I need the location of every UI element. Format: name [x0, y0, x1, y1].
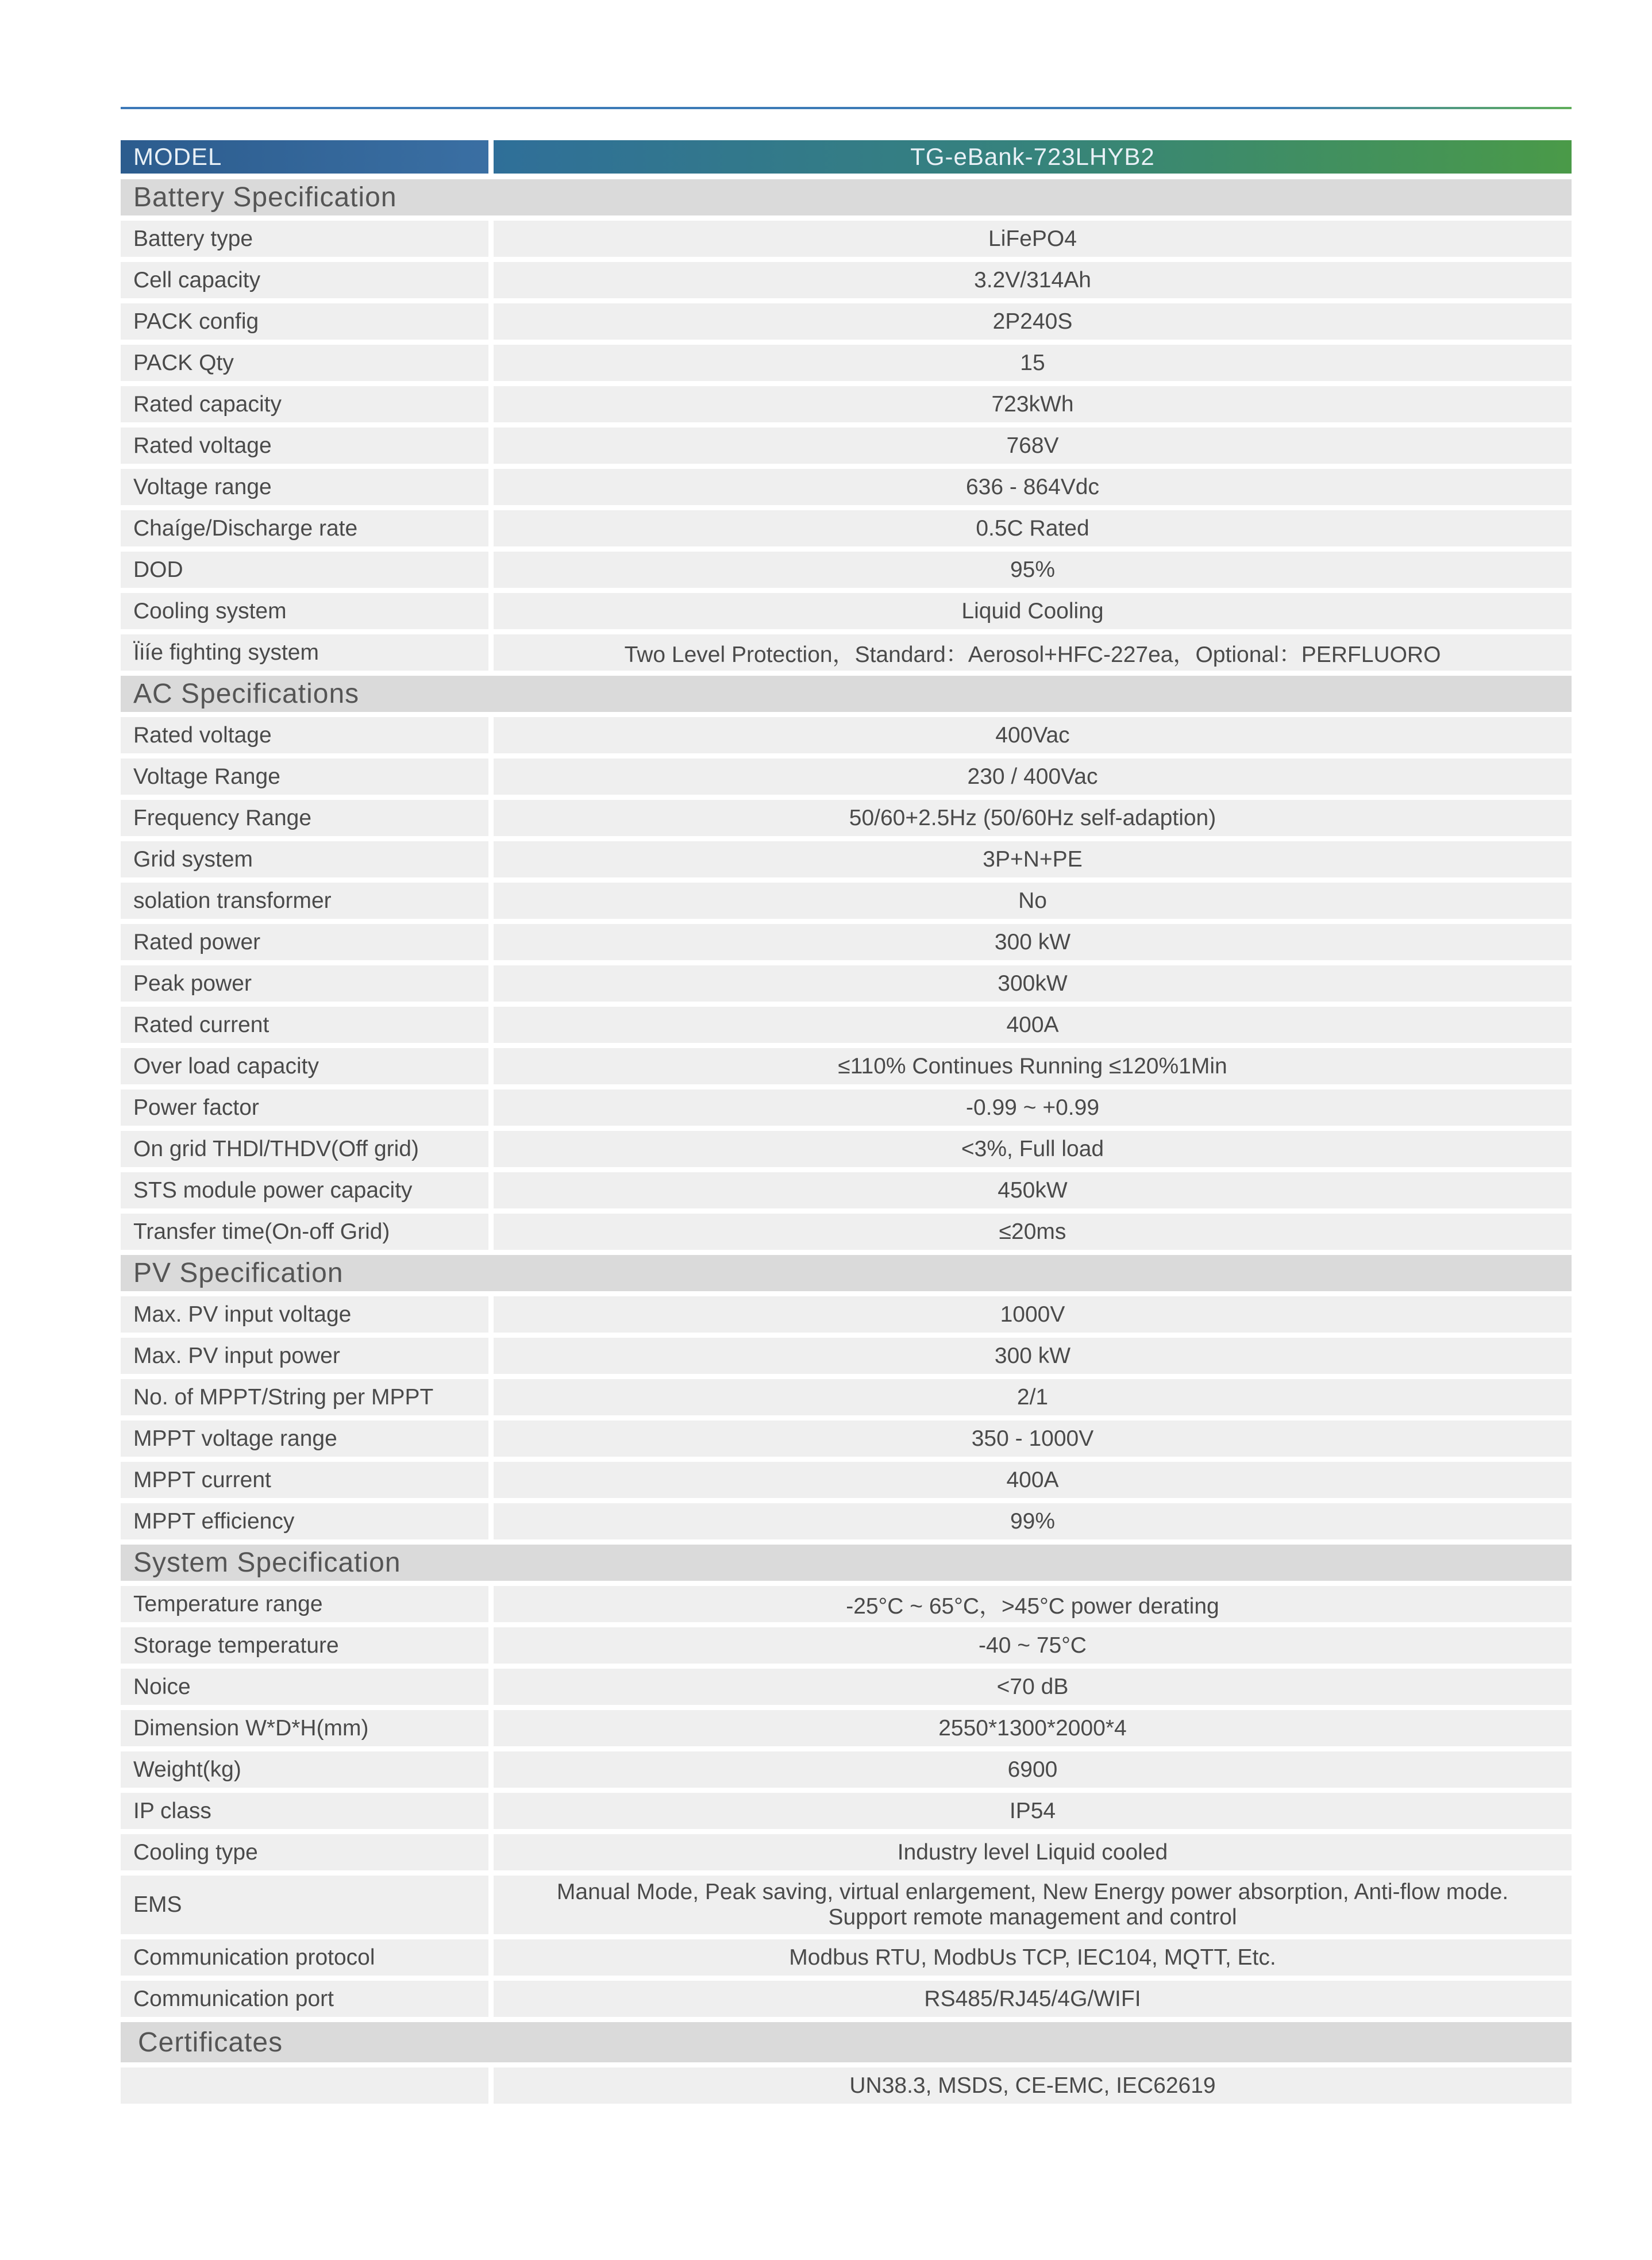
spec-label: Rated capacity [121, 386, 488, 422]
spec-value: 2/1 [494, 1379, 1572, 1415]
spec-label [121, 2068, 488, 2104]
spec-value: 2P240S [494, 303, 1572, 340]
model-label: MODEL [121, 140, 488, 174]
spec-row [121, 1627, 1572, 1664]
spec-label: Power factor [121, 1089, 488, 1126]
spec-value: UN38.3, MSDS, CE-EMC, IEC62619 [494, 2068, 1572, 2104]
spec-row [121, 221, 1572, 257]
spec-label: EMS [121, 1876, 488, 1934]
spec-label: Transfer time(On-off Grid) [121, 1214, 488, 1250]
spec-value: 768V [494, 428, 1572, 464]
spec-row [121, 1834, 1572, 1870]
spec-label: Peak power [121, 965, 488, 1002]
spec-value: 99% [494, 1503, 1572, 1539]
model-header [121, 140, 1572, 174]
spec-label: Rated power [121, 924, 488, 960]
spec-value: LiFePO4 [494, 221, 1572, 257]
spec-value: -0.99 ~ +0.99 [494, 1089, 1572, 1126]
spec-sheet [121, 140, 1572, 2109]
spec-row [121, 1462, 1572, 1498]
spec-value: No [494, 883, 1572, 919]
section-title-certificates: Certificates [121, 2022, 1572, 2062]
spec-label: Communication protocol [121, 1939, 488, 1976]
ems-line-2: Support remote management and control [828, 1905, 1237, 1930]
system-rows-after [121, 1939, 1572, 2017]
spec-label: Communication port [121, 1981, 488, 2017]
spec-value: 15 [494, 345, 1572, 381]
spec-row [121, 1710, 1572, 1746]
spec-label: DOD [121, 552, 488, 588]
spec-row [121, 965, 1572, 1002]
spec-label: No. of MPPT/String per MPPT [121, 1379, 488, 1415]
spec-value: 450kW [494, 1172, 1572, 1208]
spec-row [121, 1338, 1572, 1374]
spec-value: 300 kW [494, 1338, 1572, 1374]
spec-value: ≤110% Continues Running ≤120%1Min [494, 1048, 1572, 1084]
spec-row [121, 303, 1572, 340]
spec-row [121, 469, 1572, 505]
spec-row [121, 1793, 1572, 1829]
spec-label: Dimension W*D*H(mm) [121, 1710, 488, 1746]
pv-rows [121, 1296, 1572, 1539]
top-rule [121, 107, 1572, 109]
spec-label: Ïiíe fighting system [121, 634, 488, 671]
spec-value: 400A [494, 1007, 1572, 1043]
spec-value: 2550*1300*2000*4 [494, 1710, 1572, 1746]
spec-label: solation transformer [121, 883, 488, 919]
spec-value: 400A [494, 1462, 1572, 1498]
spec-value: IP54 [494, 1793, 1572, 1829]
spec-value: <70 dB [494, 1669, 1572, 1705]
spec-row [121, 759, 1572, 795]
spec-label: Cell capacity [121, 262, 488, 298]
spec-value: 0.5C Rated [494, 510, 1572, 546]
system-rows [121, 1586, 1572, 1870]
spec-row [121, 883, 1572, 919]
battery-rows [121, 221, 1572, 671]
spec-value: 300kW [494, 965, 1572, 1002]
spec-value: Industry level Liquid cooled [494, 1834, 1572, 1870]
spec-label: Weight(kg) [121, 1751, 488, 1788]
spec-row [121, 1981, 1572, 2017]
spec-row [121, 1172, 1572, 1208]
spec-row [121, 1089, 1572, 1126]
spec-row [121, 1586, 1572, 1622]
spec-row [121, 1669, 1572, 1705]
spec-row [121, 800, 1572, 836]
spec-row [121, 262, 1572, 298]
spec-value: 6900 [494, 1751, 1572, 1788]
certificate-rows [121, 2068, 1572, 2104]
spec-label: On grid THDl/THDV(Off grid) [121, 1131, 488, 1167]
spec-value: 400Vac [494, 717, 1572, 753]
spec-value: Liquid Cooling [494, 593, 1572, 629]
spec-label: Rated current [121, 1007, 488, 1043]
spec-row [121, 1420, 1572, 1457]
spec-value: 350 - 1000V [494, 1420, 1572, 1457]
spec-value: 50/60+2.5Hz (50/60Hz self-adaption) [494, 800, 1572, 836]
spec-row [121, 510, 1572, 546]
spec-row [121, 1048, 1572, 1084]
spec-label: Rated voltage [121, 717, 488, 753]
spec-label: Chaíge/Discharge rate [121, 510, 488, 546]
spec-label: Grid system [121, 841, 488, 877]
model-value: TG-eBank-723LHYB2 [494, 140, 1572, 174]
spec-row [121, 593, 1572, 629]
spec-label: Over load capacity [121, 1048, 488, 1084]
spec-row [121, 1751, 1572, 1788]
spec-label: MPPT current [121, 1462, 488, 1498]
spec-label: Storage temperature [121, 1627, 488, 1664]
spec-row [121, 1007, 1572, 1043]
spec-row [121, 386, 1572, 422]
spec-row [121, 634, 1572, 671]
spec-row [121, 1503, 1572, 1539]
spec-value: 300 kW [494, 924, 1572, 960]
spec-row [121, 552, 1572, 588]
section-title-ac: AC Specifications [121, 676, 1572, 712]
spec-label: Max. PV input voltage [121, 1296, 488, 1333]
spec-label: Rated voltage [121, 428, 488, 464]
section-title-pv: PV Specification [121, 1255, 1572, 1291]
spec-value: 3.2V/314Ah [494, 262, 1572, 298]
spec-value: Two Level Protection，Standard：Aerosol+HFC-227ea，Optional：PERFLUORO [494, 634, 1572, 671]
spec-label: Noice [121, 1669, 488, 1705]
spec-value: 95% [494, 552, 1572, 588]
spec-row [121, 717, 1572, 753]
spec-value: -40 ~ 75°C [494, 1627, 1572, 1664]
spec-row [121, 428, 1572, 464]
spec-label: STS module power capacity [121, 1172, 488, 1208]
spec-row [121, 1296, 1572, 1333]
section-title-system: System Specification [121, 1545, 1572, 1581]
spec-row-ems [121, 1876, 1572, 1934]
spec-row [121, 1131, 1572, 1167]
spec-row [121, 924, 1572, 960]
spec-row [121, 1379, 1572, 1415]
spec-row [121, 345, 1572, 381]
spec-label: IP class [121, 1793, 488, 1829]
spec-value: Modbus RTU, ModbUs TCP, IEC104, MQTT, Etc. [494, 1939, 1572, 1976]
spec-value: <3%, Full load [494, 1131, 1572, 1167]
spec-label: PACK Qty [121, 345, 488, 381]
spec-label: Cooling type [121, 1834, 488, 1870]
spec-value: RS485/RJ45/4G/WIFI [494, 1981, 1572, 2017]
spec-value [494, 1876, 1572, 1934]
spec-label: Max. PV input power [121, 1338, 488, 1374]
section-title-battery: Battery Specification [121, 179, 1572, 215]
spec-value: 3P+N+PE [494, 841, 1572, 877]
spec-label: Battery type [121, 221, 488, 257]
spec-label: Voltage Range [121, 759, 488, 795]
spec-value: -25°C ~ 65°C，>45°C power derating [494, 1586, 1572, 1622]
spec-label: Voltage range [121, 469, 488, 505]
spec-value: ≤20ms [494, 1214, 1572, 1250]
spec-row [121, 1939, 1572, 1976]
spec-label: MPPT voltage range [121, 1420, 488, 1457]
spec-row [121, 1214, 1572, 1250]
spec-label: Temperature range [121, 1586, 488, 1622]
ems-line-1: Manual Mode, Peak saving, virtual enlargement, New Energy power absorption, Anti-flow mode. [556, 1880, 1509, 1904]
spec-label: Frequency Range [121, 800, 488, 836]
spec-value: 636 - 864Vdc [494, 469, 1572, 505]
spec-value: 723kWh [494, 386, 1572, 422]
spec-label: Cooling system [121, 593, 488, 629]
spec-label: MPPT efficiency [121, 1503, 488, 1539]
spec-row [121, 841, 1572, 877]
spec-value: 230 / 400Vac [494, 759, 1572, 795]
spec-row [121, 2068, 1572, 2104]
spec-label: PACK config [121, 303, 488, 340]
ac-rows [121, 717, 1572, 1250]
spec-value: 1000V [494, 1296, 1572, 1333]
